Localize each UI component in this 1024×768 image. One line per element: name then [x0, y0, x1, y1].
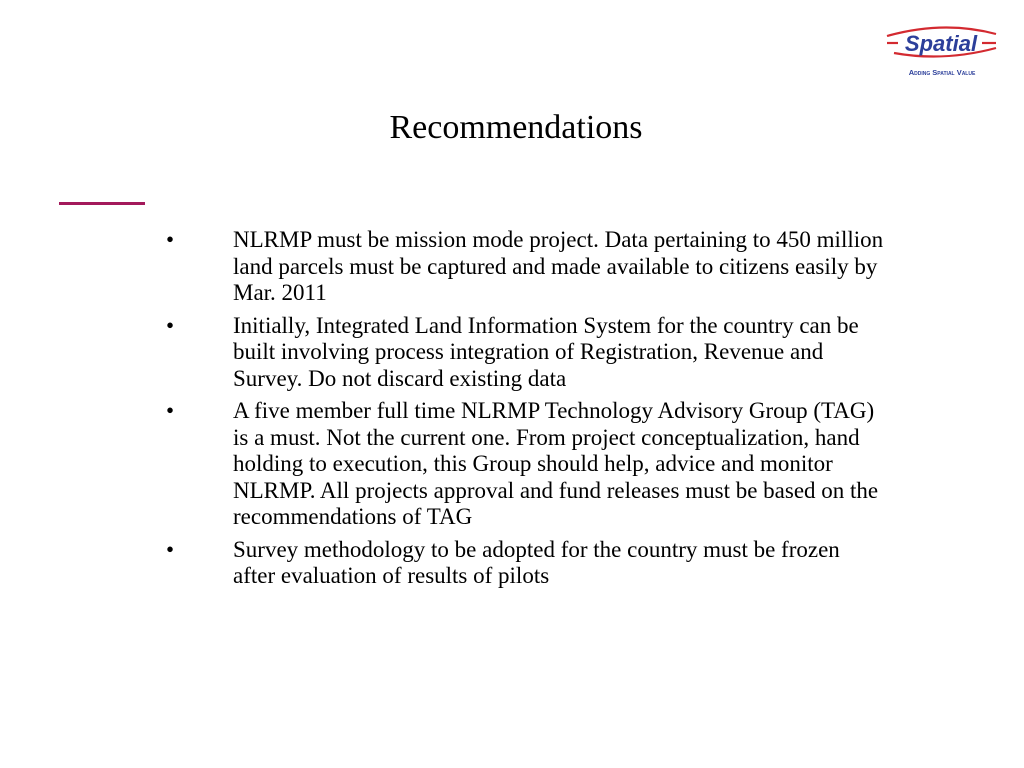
bullet-dot: •: [166, 536, 175, 562]
accent-rule: [59, 202, 145, 205]
bullet-item: [166, 398, 886, 531]
bullet-dot: •: [166, 227, 175, 252]
bullet-item: [166, 537, 886, 590]
bullet-text: A five member full time NLRMP Technology Advisory Group (TAG) is a must. Not the current one. From project conceptualization, hand holding to execution, this Group should help, advice and monitor NLRMP. All projects approval and fund releases must be based on the recommendations of TAG: [233, 398, 879, 529]
logo-tagline: Adding Spatial Value: [908, 68, 976, 77]
bullet-text: Survey methodology to be adopted for the country must be frozen after evaluation of results of pilots: [233, 536, 840, 588]
spatial-logo-graphic: [884, 22, 1002, 80]
bullet-item: [166, 227, 886, 307]
slide-title: Recommendations: [389, 109, 643, 146]
bullet-text: Initially, Integrated Land Information System for the country can be built involving process integration of Registration, Revenue and Survey. Do not discard existing data: [233, 312, 859, 391]
bullet-text: NLRMP must be mission mode project. Data pertaining to 450 million land parcels must be captured and made available to citizens easily by Mar. 2011: [233, 227, 884, 305]
bullet-dot: •: [166, 398, 175, 423]
bullet-item: [166, 313, 886, 393]
logo-wordmark: Spatial: [904, 31, 978, 56]
spatial-logo: [884, 22, 1002, 80]
bullet-dot: •: [166, 312, 175, 338]
bullet-list: [166, 227, 886, 596]
